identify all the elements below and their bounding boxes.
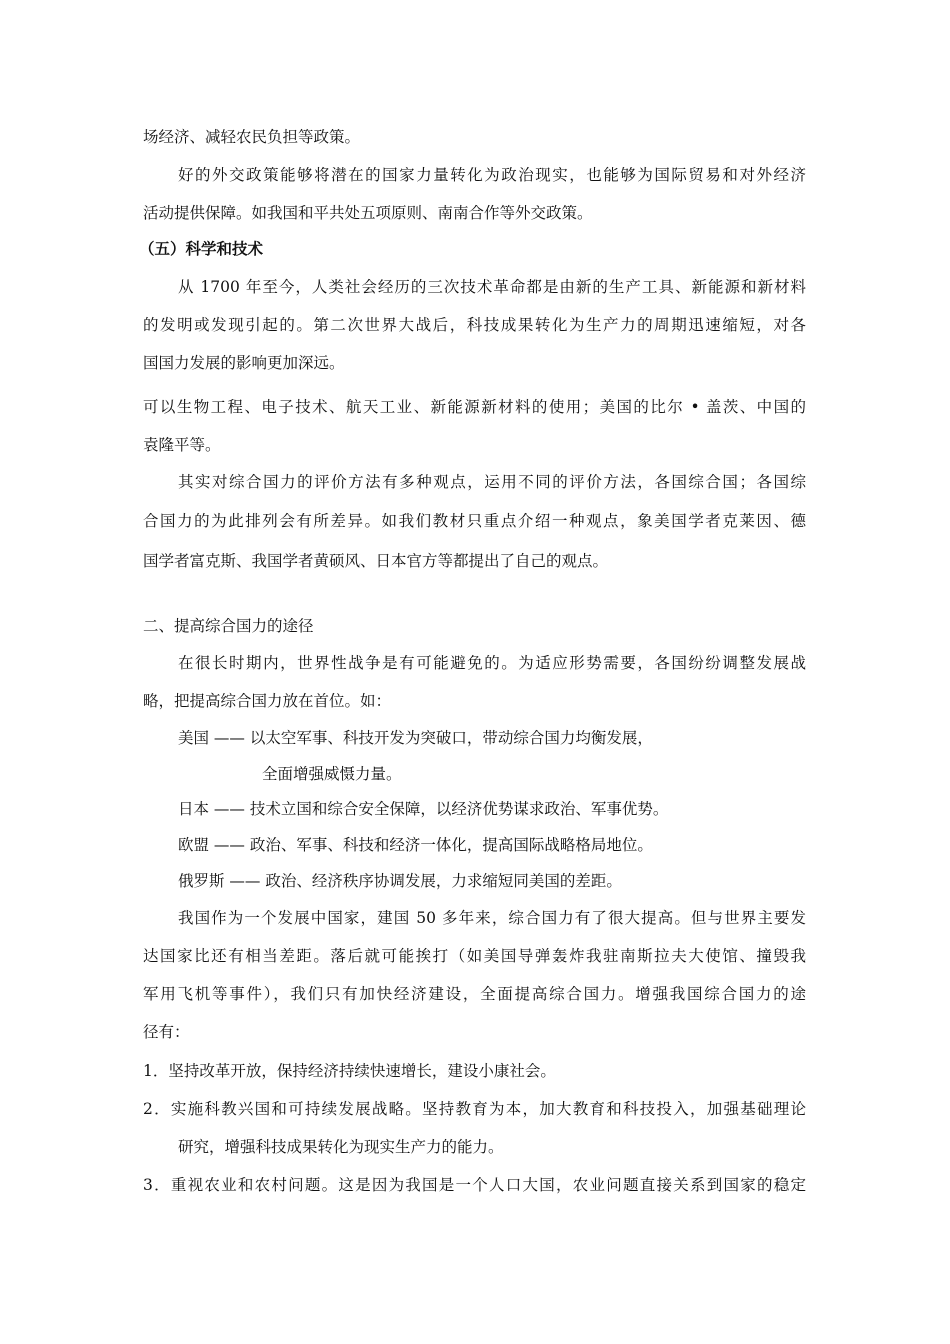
text-line: 军用飞机等事件），我们只有加快经济建设，全面提高综合国力。增强我国综合国力的途	[143, 985, 806, 1003]
list-item: 日本 —— 技术立国和综合安全保障，以经济优势谋求政治、军事优势。	[178, 800, 669, 818]
section-heading: 二、提高综合国力的途径	[143, 617, 314, 635]
text-line: 袁隆平等。	[143, 436, 221, 454]
text-line: 的发明或发现引起的。第二次世界大战后，科技成果转化为生产力的周期迅速缩短，对各	[143, 316, 806, 334]
text-line: 略，把提高综合国力放在首位。如：	[143, 692, 392, 710]
section-heading: （五）科学和技术	[139, 239, 264, 258]
text-line: 好的外交政策能够将潜在的国家力量转化为政治现实，也能够为国际贸易和对外经济	[178, 166, 806, 184]
text-line: 国国力发展的影响更加深远。	[143, 354, 345, 372]
text-line: 场经济、减轻农民负担等政策。	[143, 128, 361, 146]
list-item: 1．坚持改革开放，保持经济持续快速增长，建设小康社会。	[143, 1062, 556, 1080]
text-line: 可以生物工程、电子技术、航天工业、新能源新材料的使用；美国的比尔 • 盖茨、中国的	[143, 398, 806, 416]
list-item: 美国 —— 以太空军事、科技开发为突破口，带动综合国力均衡发展，	[178, 729, 653, 747]
text-line: 全面增强威慑力量。	[262, 765, 402, 783]
text-line: 合国力的为此排列会有所差异。如我们教材只重点介绍一种观点，象美国学者克莱因、德	[143, 512, 806, 530]
text-line: 从 1700 年至今，人类社会经历的三次技术革命都是由新的生产工具、新能源和新材料	[178, 278, 806, 296]
text-line: 径有：	[143, 1023, 190, 1041]
text-line: 在很长时期内，世界性战争是有可能避免的。为适应形势需要，各国纷纷调整发展战	[178, 654, 806, 672]
list-item: 俄罗斯 —— 政治、经济秩序协调发展，力求缩短同美国的差距。	[178, 872, 622, 890]
text-line: 其实对综合国力的评价方法有多种观点，运用不同的评价方法，各国综合国；各国综	[178, 473, 806, 491]
text-line: 研究，增强科技成果转化为现实生产力的能力。	[178, 1138, 504, 1156]
list-item: 欧盟 —— 政治、军事、科技和经济一体化，提高国际战略格局地位。	[178, 836, 653, 854]
text-line: 活动提供保障。如我国和平共处五项原则、南南合作等外交政策。	[143, 204, 593, 222]
text-line: 达国家比还有相当差距。落后就可能挨打（如美国导弹轰炸我驻南斯拉夫大使馆、撞毁我	[143, 947, 806, 965]
list-item: 2．实施科教兴国和可持续发展战略。坚持教育为本，加大教育和科技投入，加强基础理论	[143, 1100, 806, 1118]
text-line: 我国作为一个发展中国家，建国 50 多年来，综合国力有了很大提高。但与世界主要发	[178, 909, 806, 927]
list-item: 3．重视农业和农村问题。这是因为我国是一个人口大国，农业问题直接关系到国家的稳定	[143, 1176, 806, 1194]
text-line: 国学者富克斯、我国学者黄硕风、日本官方等都提出了自己的观点。	[143, 552, 609, 570]
